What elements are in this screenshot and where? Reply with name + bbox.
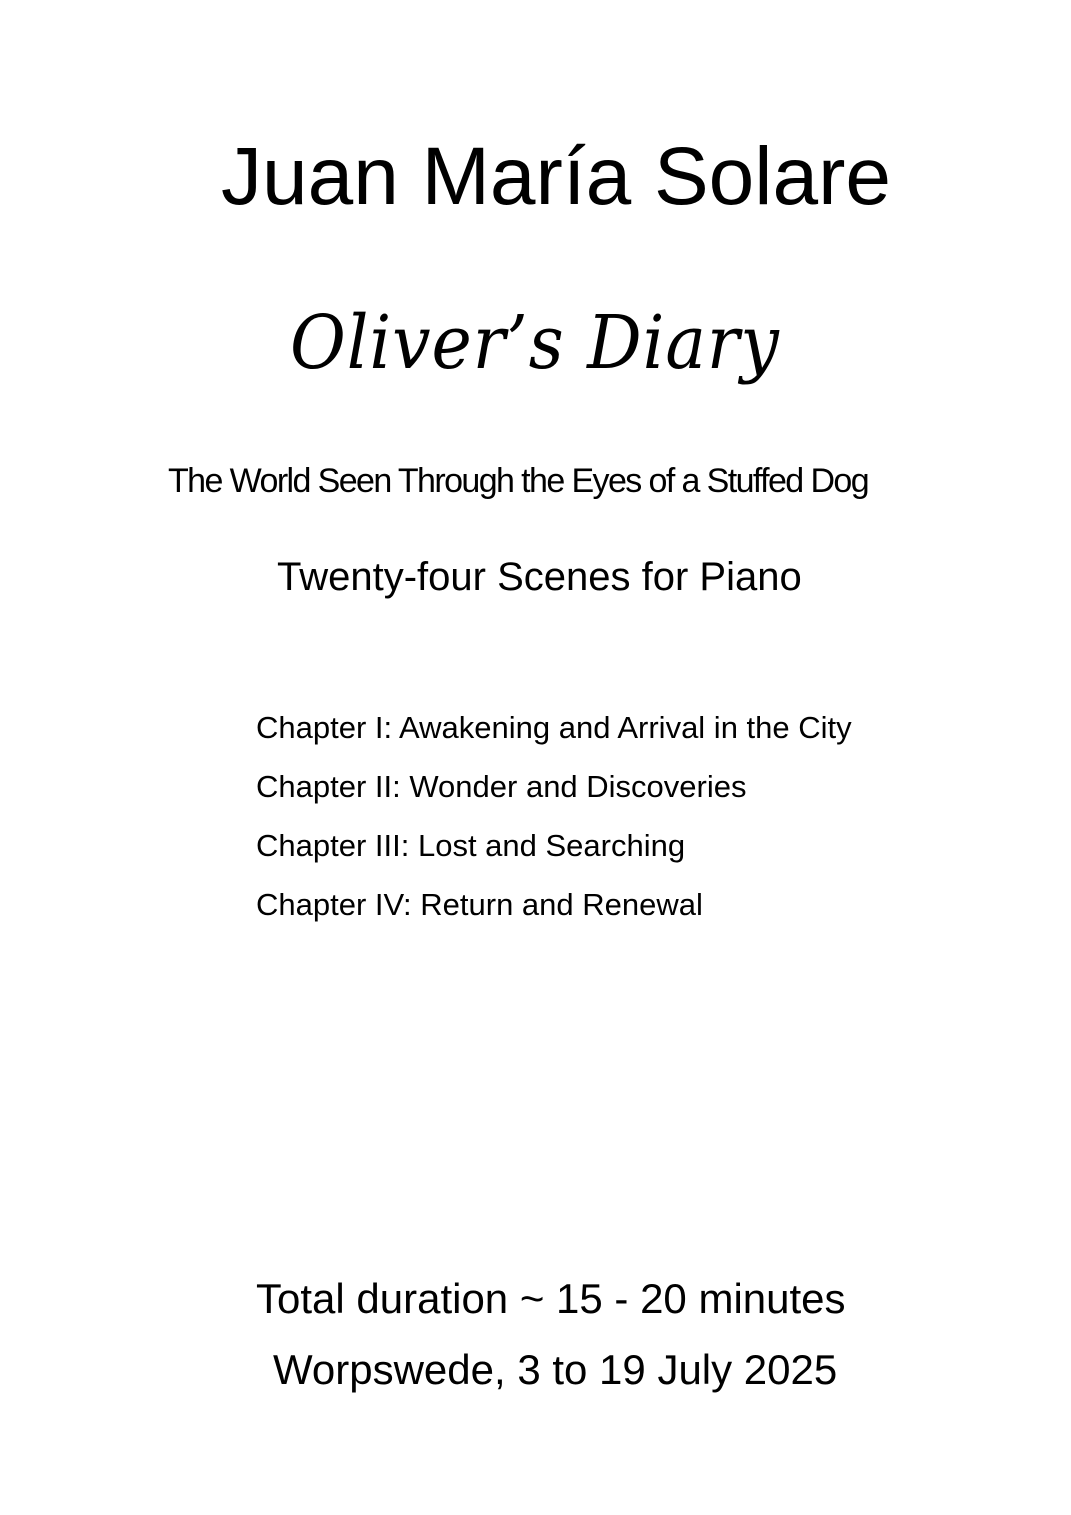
chapter-item: Chapter II: Wonder and Discoveries — [256, 769, 747, 804]
chapter-item: Chapter III: Lost and Searching — [256, 828, 686, 863]
total-duration: Total duration ~ 15 - 20 minutes — [256, 1275, 846, 1322]
place-and-date: Worpswede, 3 to 19 July 2025 — [273, 1346, 838, 1393]
work-subtitle: The World Seen Through the Eyes of a Stuffed Dog — [168, 462, 869, 500]
chapter-item: Chapter IV: Return and Renewal — [256, 887, 703, 922]
composer-name: Juan María Solare — [221, 131, 892, 222]
scenes-description: Twenty-four Scenes for Piano — [277, 555, 802, 599]
chapter-list — [256, 712, 852, 948]
chapter-item: Chapter I: Awakening and Arrival in the City — [256, 710, 852, 745]
work-title: Oliver’s Diary — [290, 300, 780, 386]
